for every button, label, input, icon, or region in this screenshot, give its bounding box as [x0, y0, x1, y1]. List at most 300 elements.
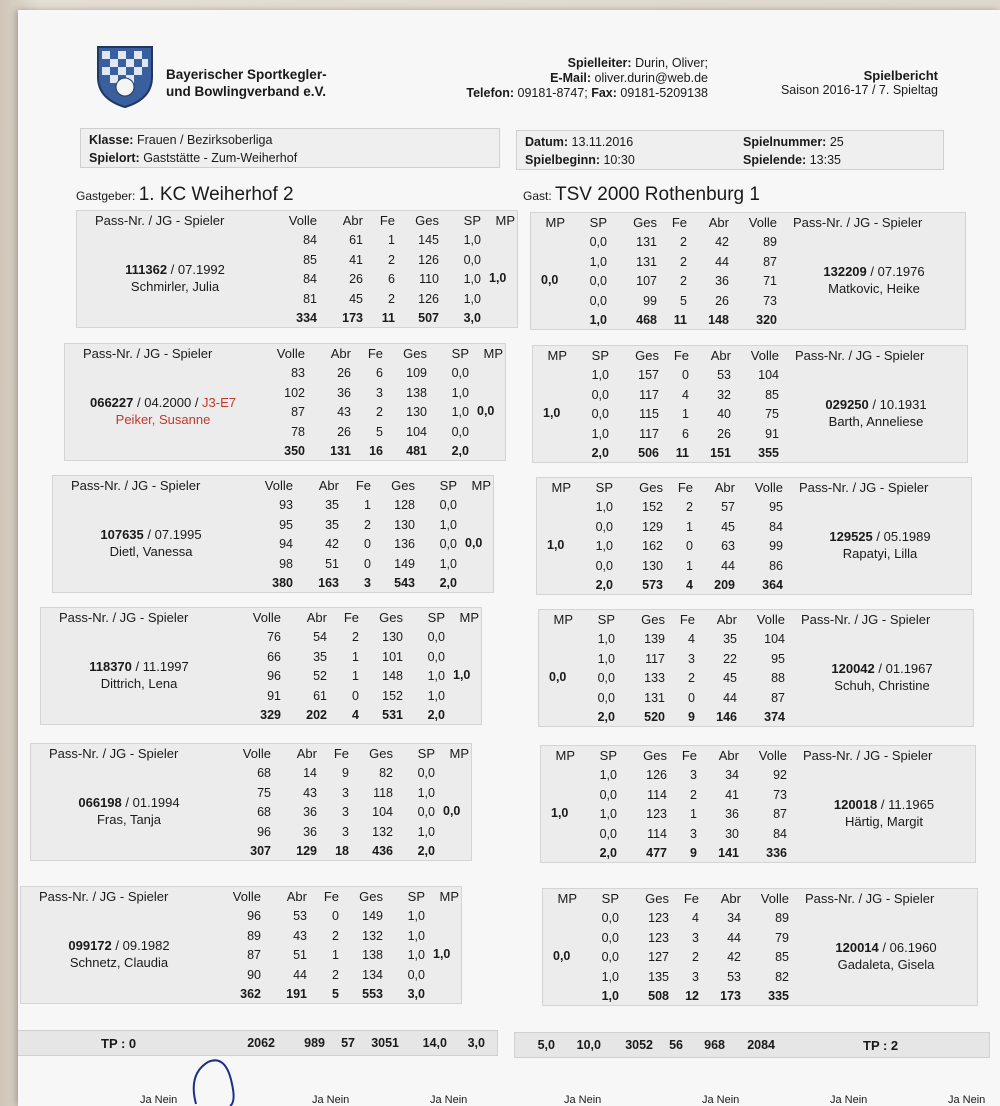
sp-column-header: SP: [595, 480, 613, 495]
score-cell: 128: [394, 498, 415, 512]
home-player-block: [52, 475, 494, 593]
birth-date: / 11.1965: [877, 797, 935, 812]
guest-totals-bar: [514, 1032, 990, 1058]
score-cell: 98: [279, 556, 293, 571]
score-cell: 73: [773, 787, 787, 802]
score-cell: 35: [325, 517, 339, 532]
fe-column-header: Fe: [333, 746, 349, 761]
score-cell: 14: [303, 766, 317, 780]
score-sheet: [18, 10, 1000, 1106]
score-cell: 0: [686, 539, 693, 553]
score-cell: 87: [763, 254, 777, 269]
score-cell: 53: [727, 969, 741, 984]
player-name: Schnetz, Claudia: [69, 955, 169, 970]
score-cell: 44: [715, 254, 729, 269]
score-cell: 126: [418, 291, 439, 306]
pass-number: 099172: [68, 938, 112, 953]
mp-column-header: MP: [449, 746, 469, 761]
score-cell: 104: [406, 424, 427, 439]
ges-column-header: Ges: [359, 889, 383, 904]
total-cell: 320: [756, 313, 777, 327]
player-column-header: Pass-Nr. / JG - Spieler: [799, 480, 929, 495]
mp-column-header: MP: [483, 346, 503, 361]
score-cell: 96: [257, 824, 271, 839]
score-cell: 1,0: [439, 556, 457, 571]
birth-date: / 01.1967: [874, 661, 933, 676]
score-cell: 2: [388, 252, 395, 267]
ja-nein-6: Ja Nein: [830, 1094, 868, 1106]
score-cell: 86: [769, 558, 783, 573]
home-totals-bar: [18, 1030, 498, 1056]
score-cell: 89: [247, 928, 261, 943]
score-cell: 5: [376, 424, 383, 439]
total-cell: 508: [648, 989, 669, 1003]
score-cell: 3: [342, 805, 349, 819]
score-cell: 1,0: [439, 517, 457, 532]
volle-column-header: Volle: [754, 480, 783, 495]
ges-column-header: Ges: [635, 348, 659, 363]
score-cell: 45: [721, 519, 735, 534]
birth-date: / 07.1976: [866, 264, 925, 279]
score-cell: 88: [771, 671, 785, 685]
sp-column-header: SP: [599, 748, 617, 763]
score-cell: 138: [362, 948, 383, 962]
birth-date: / 10.1931: [868, 397, 927, 412]
score-cell: 1: [364, 498, 371, 512]
match-point: 0,0: [465, 536, 483, 550]
score-cell: 0,0: [417, 805, 435, 819]
total-cell: 307: [250, 844, 271, 858]
pass-number: 107635: [100, 527, 144, 542]
score-cell: 82: [379, 766, 393, 780]
score-cell: 0,0: [589, 274, 607, 288]
player-info: [793, 939, 979, 973]
score-cell: 26: [717, 426, 731, 441]
score-cell: 4: [682, 387, 689, 402]
score-cell: 32: [717, 387, 731, 402]
score-cell: 1,0: [597, 632, 615, 646]
birth-date: / 05.1989: [872, 529, 931, 544]
score-cell: 94: [279, 537, 293, 551]
score-cell: 3: [690, 768, 697, 782]
sp-column-header: SP: [589, 215, 607, 230]
score-cell: 85: [303, 252, 317, 267]
score-cell: 0,0: [589, 235, 607, 249]
home-player-block: [40, 607, 482, 725]
ges-column-header: Ges: [645, 891, 669, 906]
score-cell: 93: [279, 498, 293, 512]
pass-number: 120014: [835, 940, 879, 955]
score-cell: 92: [773, 768, 787, 782]
abr-column-header: Abr: [296, 746, 317, 761]
score-cell: 0,0: [451, 366, 469, 380]
total-cell: 2,0: [597, 710, 615, 724]
total-cell: 9: [690, 846, 697, 860]
score-cell: 45: [349, 291, 363, 306]
birth-date: / 09.1982: [111, 938, 170, 953]
score-cell: 87: [291, 405, 305, 419]
guest-total-fe: 56: [669, 1038, 683, 1052]
score-cell: 41: [349, 252, 363, 267]
match-info-left: Klasse: Frauen / Bezirksoberliga Spielort: Gaststätte - Zum-Weiherhof: [80, 128, 500, 168]
score-cell: 81: [303, 291, 317, 306]
sp-column-header: SP: [439, 478, 457, 493]
score-cell: 149: [362, 909, 383, 923]
player-info: [781, 263, 967, 297]
score-cell: 71: [763, 274, 777, 288]
birth-date: / 07.1992: [167, 262, 225, 277]
fe-column-header: Fe: [673, 348, 689, 363]
player-info: [65, 394, 261, 428]
volle-column-header: Volle: [252, 610, 281, 625]
fe-column-header: Fe: [681, 748, 697, 763]
ja-nein-1: Ja Nein: [140, 1094, 178, 1106]
score-cell: 123: [646, 807, 667, 821]
home-player-block: [20, 886, 462, 1004]
volle-column-header: Volle: [758, 748, 787, 763]
total-cell: 3,0: [407, 987, 425, 1001]
score-cell: 145: [418, 233, 439, 247]
score-cell: 22: [723, 651, 737, 666]
score-cell: 2: [680, 235, 687, 249]
player-column-header: Pass-Nr. / JG - Spieler: [95, 213, 225, 228]
sp-column-header: SP: [451, 346, 469, 361]
abr-column-header: Abr: [720, 891, 741, 906]
score-cell: 66: [267, 649, 281, 664]
abr-column-header: Abr: [318, 478, 339, 493]
score-cell: 1,0: [595, 539, 613, 553]
pass-number: 111362: [125, 262, 168, 277]
total-cell: 329: [260, 708, 281, 722]
score-cell: 104: [758, 368, 779, 382]
home-player-block: [64, 343, 506, 461]
total-cell: 5: [332, 987, 339, 1001]
abr-column-header: Abr: [286, 889, 307, 904]
match-point: 0,0: [549, 670, 567, 684]
total-cell: 148: [708, 313, 729, 327]
score-cell: 96: [247, 909, 261, 923]
player-column-header: Pass-Nr. / JG - Spieler: [59, 610, 189, 625]
match-point: 1,0: [551, 806, 569, 820]
score-cell: 34: [727, 911, 741, 925]
score-cell: 90: [247, 967, 261, 982]
player-info: [31, 794, 227, 828]
score-cell: 0: [364, 537, 371, 551]
player-column-header: Pass-Nr. / JG - Spieler: [71, 478, 201, 493]
score-cell: 0: [688, 690, 695, 705]
score-cell: 117: [639, 387, 659, 402]
score-cell: 107: [636, 274, 657, 288]
fe-column-header: Fe: [679, 612, 695, 627]
player-column-header: Pass-Nr. / JG - Spieler: [83, 346, 213, 361]
total-cell: 11: [381, 311, 395, 325]
home-player-block: [76, 210, 518, 328]
total-cell: 364: [762, 578, 783, 592]
score-cell: 43: [337, 405, 351, 419]
total-cell: 12: [685, 989, 699, 1003]
score-cell: 0: [332, 909, 339, 923]
score-cell: 131: [636, 235, 657, 249]
player-column-header: Pass-Nr. / JG - Spieler: [793, 215, 923, 230]
player-name: Rapatyi, Lilla: [842, 546, 918, 561]
score-cell: 1,0: [463, 291, 481, 306]
guest-total-sp: 10,0: [576, 1038, 601, 1052]
player-info: [21, 937, 217, 971]
total-cell: 507: [418, 311, 439, 325]
total-cell: 129: [296, 844, 317, 858]
player-name: Gadaleta, Gisela: [837, 957, 935, 972]
score-cell: 2: [686, 500, 693, 514]
score-cell: 139: [644, 632, 665, 646]
total-cell: 355: [758, 446, 779, 460]
abr-column-header: Abr: [708, 215, 729, 230]
total-cell: 3,0: [463, 311, 481, 325]
birth-date: / 06.1960: [878, 940, 937, 955]
report-title: Spielbericht Saison 2016-17 / 7. Spieltag: [780, 68, 938, 97]
score-cell: 1,0: [601, 969, 619, 984]
total-cell: 2,0: [591, 446, 609, 460]
volle-column-header: Volle: [756, 612, 785, 627]
score-cell: 123: [648, 911, 669, 925]
pass-number: 120018: [833, 797, 878, 812]
sp-column-header: SP: [463, 213, 481, 228]
home-total-mp: 3,0: [467, 1036, 485, 1050]
abr-column-header: Abr: [330, 346, 351, 361]
volle-column-header: Volle: [242, 746, 271, 761]
guest-team-title: Gast: TSV 2000 Rothenburg 1: [523, 184, 760, 205]
guest-player-block: [540, 745, 976, 863]
match-point: 0,0: [541, 273, 559, 287]
score-cell: 87: [773, 807, 787, 821]
score-cell: 36: [303, 824, 317, 839]
score-cell: 54: [313, 630, 327, 644]
total-cell: 151: [710, 446, 731, 460]
score-cell: 115: [639, 407, 659, 421]
score-cell: 36: [725, 807, 739, 821]
score-cell: 1,0: [599, 768, 617, 782]
score-cell: 53: [717, 368, 731, 382]
ges-column-header: Ges: [633, 215, 657, 230]
player-info: [77, 261, 273, 295]
score-cell: 95: [771, 651, 785, 666]
fe-column-header: Fe: [379, 213, 395, 228]
score-cell: 3: [342, 785, 349, 800]
player-info: [787, 528, 973, 562]
player-name: Peiker, Susanne: [115, 412, 211, 427]
sp-column-header: SP: [427, 610, 445, 625]
fe-column-header: Fe: [323, 889, 339, 904]
player-info: [41, 658, 237, 692]
score-cell: 89: [763, 235, 777, 249]
ges-column-header: Ges: [403, 346, 427, 361]
score-cell: 162: [642, 539, 663, 553]
score-cell: 89: [775, 911, 789, 925]
ja-nein-4: Ja Nein: [564, 1094, 602, 1106]
score-cell: 2: [332, 967, 339, 982]
total-cell: 173: [720, 989, 741, 1003]
score-cell: 44: [727, 930, 741, 945]
score-cell: 87: [771, 690, 785, 705]
score-cell: 130: [642, 558, 663, 573]
score-cell: 30: [725, 826, 739, 841]
match-info-right: Datum: 13.11.2016 Spielbeginn: 10:30 Spielnummer: 25 Spielende: 13:35: [516, 130, 944, 170]
player-name: Dietl, Vanessa: [109, 544, 193, 559]
home-total-sp: 14,0: [422, 1036, 447, 1050]
player-column-header: Pass-Nr. / JG - Spieler: [803, 748, 933, 763]
score-cell: 68: [257, 766, 271, 780]
score-cell: 1,0: [427, 669, 445, 683]
score-cell: 84: [773, 826, 787, 841]
ges-column-header: Ges: [391, 478, 415, 493]
score-cell: 44: [721, 558, 735, 573]
total-cell: 2,0: [427, 708, 445, 722]
score-cell: 117: [645, 651, 665, 666]
total-cell: 477: [646, 846, 667, 860]
score-cell: 79: [775, 930, 789, 945]
score-cell: 42: [727, 950, 741, 964]
score-cell: 1: [686, 519, 693, 534]
pass-number: 029250: [825, 397, 869, 412]
score-cell: 0,0: [595, 519, 613, 534]
home-tp: TP : 0: [101, 1036, 137, 1051]
score-cell: 2: [692, 950, 699, 964]
score-cell: 1,0: [599, 807, 617, 821]
ges-column-header: Ges: [379, 610, 403, 625]
score-cell: 0,0: [439, 498, 457, 512]
pass-number: 066227: [89, 395, 134, 410]
score-cell: 118: [373, 785, 393, 800]
score-cell: 85: [775, 950, 789, 964]
score-cell: 4: [692, 911, 699, 925]
player-name: Barth, Anneliese: [828, 414, 924, 429]
score-cell: 61: [349, 233, 363, 247]
score-cell: 0,0: [417, 766, 435, 780]
total-cell: 4: [686, 578, 693, 592]
total-cell: 202: [306, 708, 327, 722]
player-name: Schuh, Christine: [834, 678, 930, 693]
mp-column-header: MP: [553, 612, 573, 627]
score-cell: 123: [648, 930, 669, 945]
score-cell: 75: [257, 785, 271, 800]
player-info: [783, 396, 969, 430]
total-cell: 131: [330, 444, 351, 458]
score-cell: 83: [291, 366, 305, 380]
score-cell: 3: [692, 930, 699, 945]
score-cell: 2: [352, 630, 359, 644]
total-cell: 2,0: [439, 576, 457, 590]
score-cell: 1: [388, 233, 395, 247]
score-cell: 91: [765, 426, 779, 441]
score-cell: 4: [688, 632, 695, 646]
score-cell: 68: [257, 805, 271, 819]
score-cell: 61: [313, 688, 327, 703]
match-point: 1,0: [489, 271, 507, 285]
home-player-block: [30, 743, 472, 861]
score-cell: 2: [388, 291, 395, 306]
total-cell: 380: [272, 576, 293, 590]
score-cell: 2: [364, 517, 371, 532]
score-cell: 1,0: [407, 909, 425, 923]
ges-column-header: Ges: [415, 213, 439, 228]
score-cell: 35: [723, 632, 737, 646]
score-cell: 3: [692, 969, 699, 984]
sp-column-header: SP: [417, 746, 435, 761]
volle-column-header: Volle: [264, 478, 293, 493]
score-cell: 53: [293, 909, 307, 923]
mp-column-header: MP: [557, 891, 577, 906]
volle-column-header: Volle: [276, 346, 305, 361]
total-cell: 1,0: [601, 989, 619, 1003]
score-cell: 44: [293, 967, 307, 982]
score-cell: 2: [680, 274, 687, 288]
player-name: Matkovic, Heike: [828, 281, 920, 296]
score-cell: 63: [721, 539, 735, 553]
score-cell: 3: [376, 385, 383, 400]
score-cell: 26: [715, 293, 729, 308]
ja-nein-2: Ja Nein: [312, 1094, 350, 1106]
score-cell: 1,0: [417, 785, 435, 800]
mp-column-header: MP: [551, 480, 571, 495]
score-cell: 75: [765, 407, 779, 421]
match-point: 1,0: [433, 947, 451, 961]
pass-number: 120042: [831, 661, 875, 676]
score-cell: 5: [680, 293, 687, 308]
score-cell: 36: [337, 385, 351, 400]
score-cell: 1,0: [591, 368, 609, 382]
guest-player-block: [542, 888, 978, 1006]
total-cell: 481: [406, 444, 427, 458]
score-cell: 2: [332, 928, 339, 943]
match-point: 0,0: [477, 404, 495, 418]
score-cell: 73: [763, 293, 777, 308]
ges-column-header: Ges: [641, 612, 665, 627]
home-total-abr: 989: [304, 1036, 325, 1050]
score-cell: 1,0: [407, 928, 425, 943]
score-cell: 0: [364, 556, 371, 571]
total-cell: 2,0: [417, 844, 435, 858]
guest-total-ges: 3052: [625, 1038, 653, 1052]
pass-number: 066198: [78, 795, 122, 810]
fe-column-header: Fe: [683, 891, 699, 906]
score-cell: 129: [642, 519, 663, 534]
total-cell: 4: [352, 708, 359, 722]
score-cell: 127: [648, 950, 669, 964]
player-column-header: Pass-Nr. / JG - Spieler: [805, 891, 935, 906]
guest-player-block: [532, 345, 968, 463]
score-cell: 45: [723, 671, 737, 685]
ja-nein-3: Ja Nein: [430, 1094, 468, 1106]
eligibility-code: J3-E7: [202, 395, 237, 410]
score-cell: 95: [769, 500, 783, 514]
total-cell: 335: [768, 989, 789, 1003]
score-cell: 117: [639, 426, 659, 441]
score-cell: 84: [303, 272, 317, 286]
score-cell: 130: [382, 630, 403, 644]
score-cell: 104: [764, 632, 785, 646]
score-cell: 0,0: [599, 787, 617, 802]
organization-name: Bayerischer Sportkegler- und Bowlingverband e.V.: [166, 67, 327, 99]
score-cell: 1,0: [463, 272, 481, 286]
score-cell: 1,0: [595, 500, 613, 514]
score-cell: 1,0: [407, 948, 425, 962]
abr-column-header: Abr: [714, 480, 735, 495]
score-cell: 85: [765, 387, 779, 402]
score-cell: 0,0: [427, 649, 445, 664]
score-cell: 42: [715, 235, 729, 249]
score-cell: 35: [325, 498, 339, 512]
volle-column-header: Volle: [748, 215, 777, 230]
sp-column-header: SP: [601, 891, 619, 906]
